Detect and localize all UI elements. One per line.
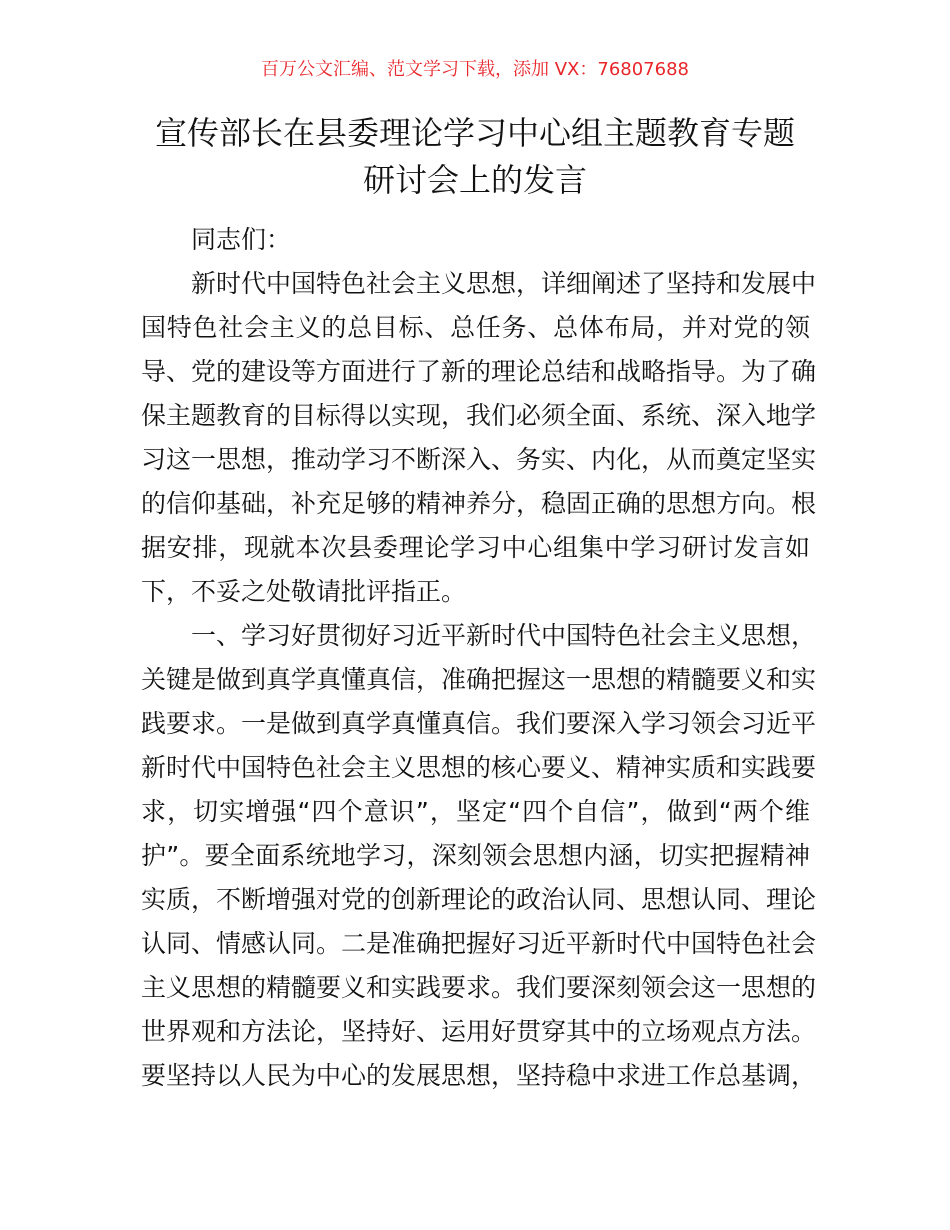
paragraph-line: 求，切实增强“四个意识”，坚定“四个自信”，做到“两个维 — [141, 797, 810, 826]
paragraph-line: 据安排，现就本次县委理论学习中心组集中学习研讨发言如 — [141, 533, 810, 562]
paragraph-line: 导、党的建设等方面进行了新的理论总结和战略指导。为了确 — [141, 357, 817, 386]
paragraph-line: 下，不妥之处敬请批评指正。 — [141, 577, 467, 606]
paragraph-line: 关键是做到真学真懂真信，准确把握这一思想的精髓要义和实 — [141, 665, 817, 694]
paragraph-line: 认同、情感认同。二是准确把握好习近平新时代中国特色社会 — [141, 929, 817, 958]
document-body — [141, 218, 817, 1098]
paragraph-line: 实质，不断增强对党的创新理论的政治认同、思想认同、理论 — [141, 885, 817, 914]
paragraph-line: 一、学习好贯彻好习近平新时代中国特色社会主义思想， — [191, 621, 817, 650]
paragraph-line: 新时代中国特色社会主义思想的核心要义、精神实质和实践要 — [141, 753, 817, 782]
paragraph-line: 国特色社会主义的总目标、总任务、总体布局，并对党的领 — [141, 313, 810, 342]
paragraph-line: 要坚持以人民为中心的发展思想，坚持稳中求进工作总基调， — [141, 1061, 817, 1090]
paragraph — [141, 262, 817, 614]
document-title — [100, 110, 850, 204]
paragraph-line: 新时代中国特色社会主义思想，详细阐述了坚持和发展中 — [191, 269, 817, 298]
title-line-2: 研讨会上的发言 — [362, 161, 587, 199]
salutation: 同志们： — [191, 225, 292, 254]
paragraph-line: 的信仰基础，补充足够的精神养分，稳固正确的思想方向。根 — [141, 489, 817, 518]
paragraph-line: 践要求。一是做到真学真懂真信。我们要深入学习领会习近平 — [141, 709, 817, 738]
title-line-1: 宣传部长在县委理论学习中心组主题教育专题 — [154, 114, 795, 152]
paragraph — [141, 614, 817, 1098]
watermark-banner: 百万公文汇编、范文学习下载，添加 VX：76807688 — [261, 59, 689, 80]
paragraph-line: 保主题教育的目标得以实现，我们必须全面、系统、深入地学 — [141, 401, 817, 430]
paragraph-line: 护”。要全面系统地学习，深刻领会思想内涵，切实把握精神 — [141, 841, 810, 870]
paragraph-line: 习这一思想，推动学习不断深入、务实、内化，从而奠定坚实 — [141, 445, 817, 474]
paragraph-line: 主义思想的精髓要义和实践要求。我们要深刻领会这一思想的 — [141, 973, 817, 1002]
paragraph-line: 世界观和方法论，坚持好、运用好贯穿其中的立场观点方法。 — [141, 1017, 817, 1046]
